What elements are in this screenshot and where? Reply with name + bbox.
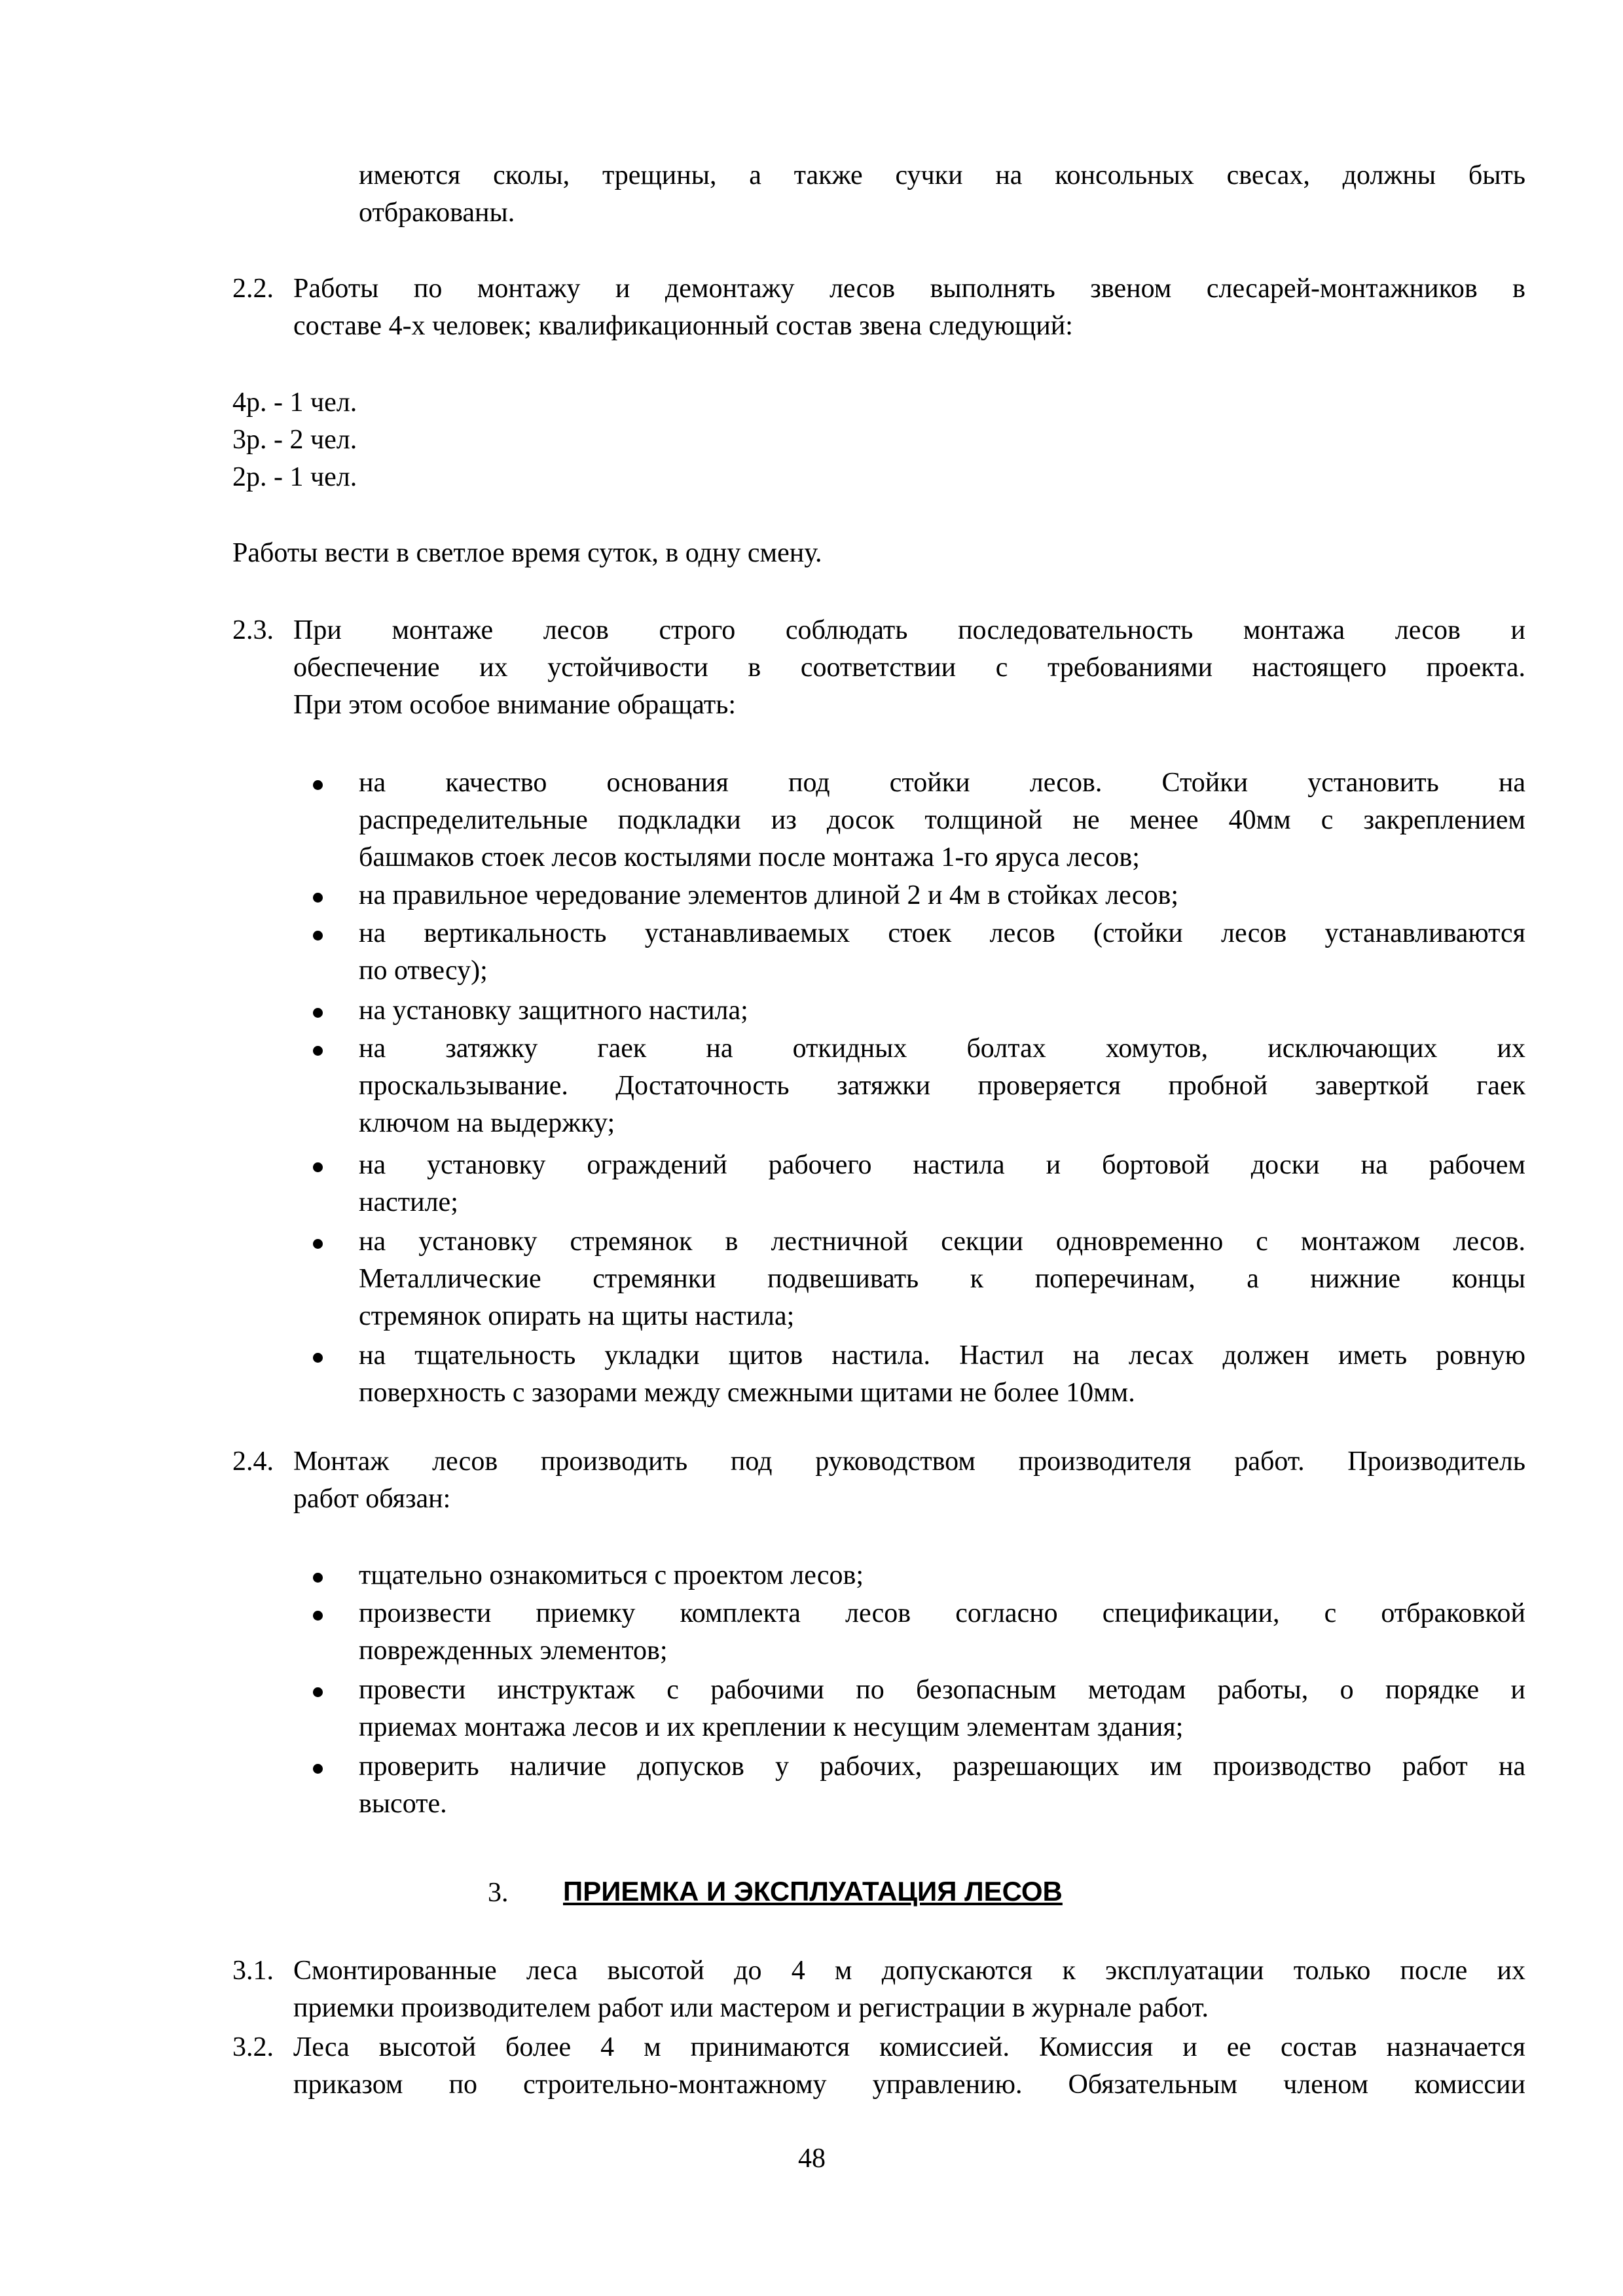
crew-item: 3р. - 2 чел. <box>232 425 357 455</box>
section-3-2-text: Леса высотой более 4 м принимаются комиссией. Комиссия и ее состав назначается приказом по строительно-монтажному управлению. Обязательным членом комиссии <box>293 2032 1525 2100</box>
bullet-icon <box>313 931 323 941</box>
list-item: проверить наличие допусков у рабочих, разрешающих им производство работ на высоте. <box>359 1751 1525 1819</box>
page-number: 48 <box>798 2144 826 2174</box>
bullet-icon <box>313 1611 323 1621</box>
bullet-icon <box>313 1239 323 1249</box>
section-3-title: ПРИЕМКА И ЭКСПЛУАТАЦИЯ ЛЕСОВ <box>563 1876 1063 1907</box>
list-item: на вертикальность устанавливаемых стоек лесов (стойки лесов устанавливаются по отвесу); <box>359 918 1525 986</box>
crew-item: 4р. - 1 чел. <box>232 387 357 418</box>
section-2-3-number: 2.3. <box>232 615 274 645</box>
list-item: на правильное чередование элементов длиной 2 и 4м в стойках лесов; <box>359 880 1178 910</box>
list-item: на установку защитного настила; <box>359 996 748 1026</box>
bullet-icon <box>313 1687 323 1697</box>
bullet-icon <box>313 1162 323 1172</box>
section-2-4-text: Монтаж лесов производить под руководством производителя работ. Производитель работ обязан: <box>293 1446 1525 1514</box>
bullet-icon <box>313 893 323 903</box>
bullet-icon <box>313 780 323 790</box>
section-3-1-number: 3.1. <box>232 1956 274 1986</box>
list-item: на установку стремянок в лестничной секции одновременно с монтажом лесов. Металлические стремянки подвешивать к поперечинам, а нижние концы стремянок опирать на щиты настила; <box>359 1227 1525 1331</box>
section-3-number: 3. <box>488 1878 509 1908</box>
bullet-icon <box>313 1008 323 1018</box>
bullet-icon <box>313 1046 323 1056</box>
list-item: на качество основания под стойки лесов. Стойки установить на распределительные подкладки из досок толщиной не менее 40мм с закреплением башмаков стоек лесов костылями после монтажа 1-го яруса лесов; <box>359 768 1525 872</box>
shift-note: Работы вести в светлое время суток, в одну смену. <box>232 538 822 568</box>
section-2-4-number: 2.4. <box>232 1446 274 1477</box>
section-2-3-text: При монтаже лесов строго соблюдать последовательность монтажа лесов и обеспечение их устойчивости в соответствии с требованиями настоящего проекта. При этом особое внимание обращать: <box>293 615 1525 720</box>
list-item: на затяжку гаек на откидных болтах хомутов, исключающих их проскальзывание. Достаточность затяжки проверяется пробной заверткой гаек ключом на выдержку; <box>359 1033 1525 1138</box>
section-3-2-number: 3.2. <box>232 2032 274 2062</box>
crew-list <box>232 384 756 496</box>
bullet-icon <box>313 1764 323 1774</box>
list-item: тщательно ознакомиться с проектом лесов; <box>359 1560 864 1590</box>
list-item: на установку ограждений рабочего настила и бортовой доски на рабочем настиле; <box>359 1150 1525 1217</box>
bullet-icon <box>313 1353 323 1363</box>
section-2-2-text: Работы по монтажу и демонтажу лесов выполнять звеном слесарей-монтажников в составе 4-х человек; квалификационный состав звена следующий: <box>293 274 1525 341</box>
list-item: провести инструктаж с рабочими по безопасным методам работы, о порядке и приемах монтажа лесов и их креплении к несущим элементам здания; <box>359 1675 1525 1742</box>
list-item: произвести приемку комплекта лесов согласно спецификации, с отбраковкой поврежденных элементов; <box>359 1598 1525 1666</box>
list-item: на тщательность укладки щитов настила. Настил на лесах должен иметь ровную поверхность с зазорами между смежными щитами не более 10мм. <box>359 1340 1525 1408</box>
intro-paragraph: имеются сколы, трещины, а также сучки на консольных свесах, должны быть отбракованы. <box>359 160 1525 228</box>
section-3-1-text: Смонтированные леса высотой до 4 м допускаются к эксплуатации только после их приемки производителем работ или мастером и регистрации в журнале работ. <box>293 1956 1525 2023</box>
section-2-2-number: 2.2. <box>232 274 274 304</box>
crew-item: 2р. - 1 чел. <box>232 462 357 492</box>
bullet-icon <box>313 1573 323 1583</box>
